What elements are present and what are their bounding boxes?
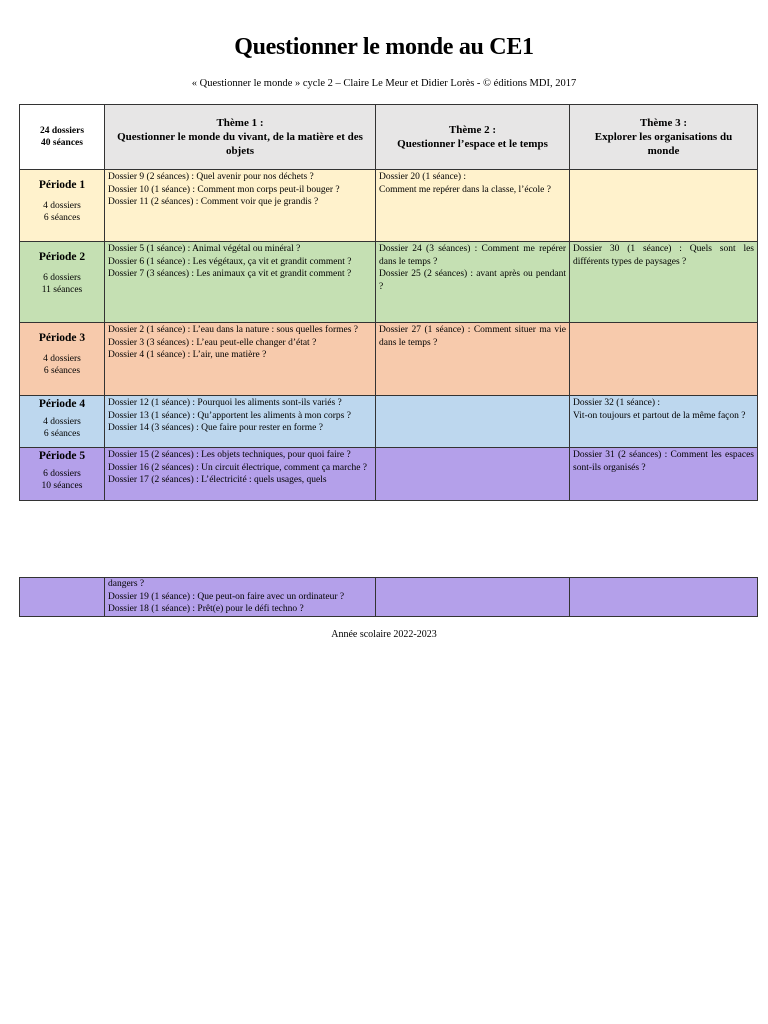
theme2-cell <box>376 578 570 617</box>
dossier-entry: Comment me repérer dans la classe, l’école ? <box>379 184 551 195</box>
dossier-entry: Dossier 16 (2 séances) : Un circuit électrique, comment ça marche ? <box>108 462 368 473</box>
period-name: Période 1 <box>38 179 86 191</box>
school-year: Année scolaire 2022-2023 <box>331 629 437 640</box>
dossier-entry: Dossier 4 (1 séance) : L’air, une matière ? <box>108 350 267 360</box>
period-dossiers: 4 dossiers <box>43 417 81 427</box>
theme1-cell <box>105 578 376 617</box>
header-row <box>20 105 758 170</box>
theme2-header <box>376 105 570 170</box>
period-dossiers: 4 dossiers <box>43 354 81 364</box>
theme1-cell <box>105 396 376 448</box>
dossier-entry: Dossier 5 (1 séance) : Animal végétal ou minéral ? <box>108 244 301 254</box>
theme2-cell <box>376 323 570 396</box>
period-dossiers: 4 dossiers <box>43 201 81 211</box>
theme2-cell <box>376 448 570 501</box>
theme1-header <box>105 105 376 170</box>
program-table <box>19 104 758 501</box>
dossier-entry: Dossier 2 (1 séance) : L’eau dans la nature : sous quelles formes ? <box>108 325 359 335</box>
dossier-entry: Dossier 30 (1 séance) : Quels sont les différents types de paysages ? <box>573 244 754 267</box>
theme3-cell <box>570 396 758 448</box>
theme3-number: Thème 3 : <box>639 117 688 129</box>
dossier-entry: Dossier 10 (1 séance) : Comment mon corps peut-il bouger ? <box>108 184 340 195</box>
theme3-cell <box>570 170 758 242</box>
period-dossiers: 6 dossiers <box>43 469 81 479</box>
theme3-cell <box>570 448 758 501</box>
theme3-cell <box>570 323 758 396</box>
dossier-entry: Dossier 11 (2 séances) : Comment voir que je grandis ? <box>108 197 319 207</box>
theme1-cell <box>105 170 376 242</box>
dossier-entry: Dossier 7 (3 séances) : Les animaux ça vit et grandit comment ? <box>108 269 352 279</box>
program-table-continuation <box>19 577 758 617</box>
period-dossiers: 6 dossiers <box>43 273 81 283</box>
period-name: Période 5 <box>38 450 86 462</box>
period-row-3 <box>20 323 758 396</box>
period-cell <box>20 323 105 396</box>
period-cell <box>20 578 105 617</box>
period-meta <box>20 468 104 492</box>
period-seances: 11 séances <box>41 285 83 295</box>
period-seances: 6 séances <box>43 213 81 223</box>
total-dossiers: 24 dossiers <box>39 126 85 136</box>
dossier-entry: Dossier 17 (2 séances) : L’électricité : quels usages, quels <box>108 475 327 485</box>
total-seances: 40 séances <box>41 138 83 148</box>
theme2-number: Thème 2 : <box>448 124 497 136</box>
dossier-entry: Dossier 18 (1 séance) : Prêt(e) pour le défi techno ? <box>108 604 304 614</box>
period-meta <box>20 272 104 296</box>
theme1-cell <box>105 323 376 396</box>
theme2-cell <box>376 170 570 242</box>
period-cell <box>20 170 105 242</box>
theme3-header <box>570 105 758 170</box>
period-row-2 <box>20 242 758 323</box>
period-meta <box>20 200 104 224</box>
theme2-cell <box>376 242 570 323</box>
period-seances: 6 séances <box>43 366 81 376</box>
theme1-cell <box>105 448 376 501</box>
period-row-5-continued <box>20 578 758 617</box>
theme2-title: Questionner l’espace et le temps <box>397 138 548 150</box>
dossier-entry: Dossier 6 (1 séance) : Les végétaux, ça vit et grandit comment ? <box>108 256 352 267</box>
period-cell <box>20 396 105 448</box>
theme1-cell <box>105 242 376 323</box>
dossier-entry: Dossier 3 (3 séances) : L’eau peut-elle changer d’état ? <box>108 337 317 348</box>
period-meta <box>20 353 104 377</box>
dossier-entry: Dossier 15 (2 séances) : Les objets techniques, pour quoi faire ? <box>108 450 351 460</box>
dossier-entry: Dossier 32 (1 séance) : <box>573 398 661 408</box>
theme3-cell <box>570 242 758 323</box>
page-subtitle: « Questionner le monde » cycle 2 – Claire Le Meur et Didier Lorès - © éditions MDI, 2017 <box>191 78 577 89</box>
totals-cell <box>20 105 105 170</box>
dossier-entry: dangers ? <box>108 579 145 589</box>
period-row-5 <box>20 448 758 501</box>
period-meta <box>20 416 104 440</box>
dossier-entry: Dossier 13 (1 séance) : Qu’apportent les aliments à mon corps ? <box>108 410 351 421</box>
dossier-entry: Dossier 20 (1 séance) : <box>379 172 467 182</box>
dossier-entry: Dossier 14 (3 séances) : Que faire pour rester en forme ? <box>108 423 323 433</box>
period-seances: 10 séances <box>41 481 83 491</box>
period-name: Période 2 <box>38 251 86 263</box>
page-title: Questionner le monde au CE1 <box>234 34 534 60</box>
dossier-entry: Dossier 24 (3 séances) : Comment me repérer dans le temps ? <box>379 244 566 267</box>
period-name: Période 3 <box>38 332 86 344</box>
theme3-title: Explorer les organisations du monde <box>594 131 733 157</box>
dossier-entry: Dossier 27 (1 séance) : Comment situer ma vie dans le temps ? <box>379 325 566 348</box>
theme3-cell <box>570 578 758 617</box>
dossier-entry: Dossier 25 (2 séances) : avant après ou pendant ? <box>379 269 566 292</box>
period-cell <box>20 242 105 323</box>
period-seances: 6 séances <box>43 429 81 439</box>
dossier-entry: Dossier 19 (1 séance) : Que peut-on faire avec un ordinateur ? <box>108 591 345 602</box>
theme2-cell <box>376 396 570 448</box>
dossier-entry: Vit-on toujours et partout de la même façon ? <box>573 410 746 421</box>
period-cell <box>20 448 105 501</box>
period-row-4 <box>20 396 758 448</box>
theme1-title: Questionner le monde du vivant, de la matière et des objets <box>117 131 363 157</box>
dossier-entry: Dossier 31 (2 séances) : Comment les espaces sont-ils organisés ? <box>573 450 754 473</box>
period-row-1 <box>20 170 758 242</box>
dossier-entry: Dossier 9 (2 séances) : Quel avenir pour nos déchets ? <box>108 172 314 182</box>
period-name: Période 4 <box>38 398 86 410</box>
dossier-entry: Dossier 12 (1 séance) : Pourquoi les aliments sont-ils variés ? <box>108 398 342 408</box>
theme1-number: Thème 1 : <box>216 117 264 129</box>
